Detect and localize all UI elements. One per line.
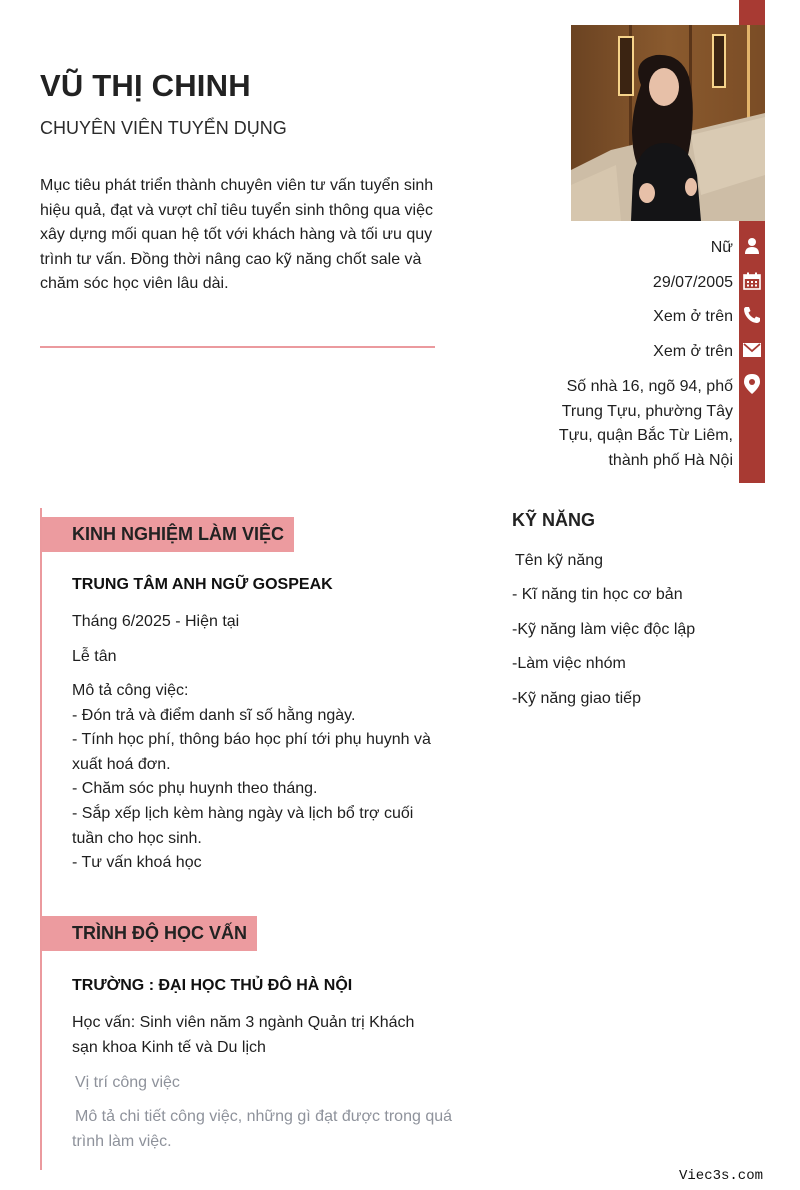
experience-description bbox=[72, 679, 444, 876]
experience-duty: - Chăm sóc phụ huynh theo tháng. bbox=[72, 780, 318, 798]
header-divider bbox=[40, 346, 435, 348]
experience-position: Lễ tân bbox=[72, 648, 117, 665]
experience-section-title: KINH NGHIỆM LÀM VIỆC bbox=[42, 517, 294, 552]
profile-photo bbox=[571, 25, 765, 221]
education-section-title: TRÌNH ĐỘ HỌC VẤN bbox=[42, 916, 257, 951]
education-description-placeholder[interactable]: Mô tả chi tiết công việc, những gì đạt được trong quá trình làm việc. bbox=[72, 1108, 453, 1150]
skills-section-title: KỸ NĂNG bbox=[512, 510, 596, 530]
skill-item: -Làm việc nhóm bbox=[512, 655, 626, 672]
education-position-placeholder[interactable]: Vị trí công việc bbox=[75, 1074, 180, 1091]
experience-period: Tháng 6/2025 - Hiện tại bbox=[72, 613, 240, 630]
experience-description-label: Mô tả công việc: bbox=[72, 682, 189, 699]
education-detail: Học vấn: Sinh viên năm 3 ngành Quản trị Khách sạn khoa Kinh tế và Du lịch bbox=[72, 1014, 415, 1056]
watermark: Viec3s.com bbox=[678, 1168, 763, 1184]
experience-duty: - Tính học phí, thông báo học phí tới phụ huynh và xuất hoá đơn. bbox=[72, 731, 431, 773]
job-title: CHUYÊN VIÊN TUYỂN DỤNG bbox=[40, 118, 287, 138]
contact-address: Số nhà 16, ngõ 94, phố Trung Tựu, phường Tây Tựu, quận Bắc Từ Liêm, thành phố Hà Nội bbox=[558, 378, 733, 469]
skill-item: -Kỹ năng làm việc độc lập bbox=[512, 621, 696, 638]
career-objective: Mục tiêu phát triển thành chuyên viên tư vấn tuyển sinh hiệu quả, đạt và vượt chỉ tiêu tuyển sinh thông qua việc xây dựng mối quan hệ tốt với khách hàng và tối ưu quy trình tư vấn. Đồng thời nâng cao kỹ năng chốt sale và chăm sóc học viên lâu dài. bbox=[40, 177, 434, 293]
education-school: TRƯỜNG : ĐẠI HỌC THỦ ĐÔ HÀ NỘI bbox=[72, 977, 353, 994]
contact-email: Xem ở trên bbox=[653, 343, 733, 360]
accent-bar-top bbox=[739, 0, 765, 25]
candidate-name: VŨ THỊ CHINH bbox=[40, 68, 251, 103]
skill-name-placeholder[interactable]: Tên kỹ năng bbox=[515, 552, 604, 569]
calendar-icon bbox=[742, 271, 762, 291]
contact-phone: Xem ở trên bbox=[653, 308, 733, 325]
mail-icon bbox=[742, 340, 762, 360]
experience-duty: - Sắp xếp lịch kèm hàng ngày và lịch bổ trợ cuối tuần cho học sinh. bbox=[72, 804, 414, 847]
experience-duty: - Tư vấn khoá học bbox=[72, 854, 202, 872]
contact-gender: Nữ bbox=[710, 239, 733, 256]
skill-item: -Kỹ năng giao tiếp bbox=[512, 690, 641, 707]
person-icon bbox=[742, 236, 762, 256]
experience-duty: - Đón trả và điểm danh sĩ số hằng ngày. bbox=[72, 706, 356, 724]
experience-company: TRUNG TÂM ANH NGỮ GOSPEAK bbox=[72, 576, 333, 593]
section-left-rule bbox=[40, 508, 42, 1170]
phone-icon bbox=[742, 305, 762, 325]
skill-item: - Kĩ năng tin học cơ bản bbox=[512, 586, 683, 603]
contact-birthday: 29/07/2005 bbox=[652, 274, 733, 291]
location-pin-icon bbox=[742, 374, 762, 394]
